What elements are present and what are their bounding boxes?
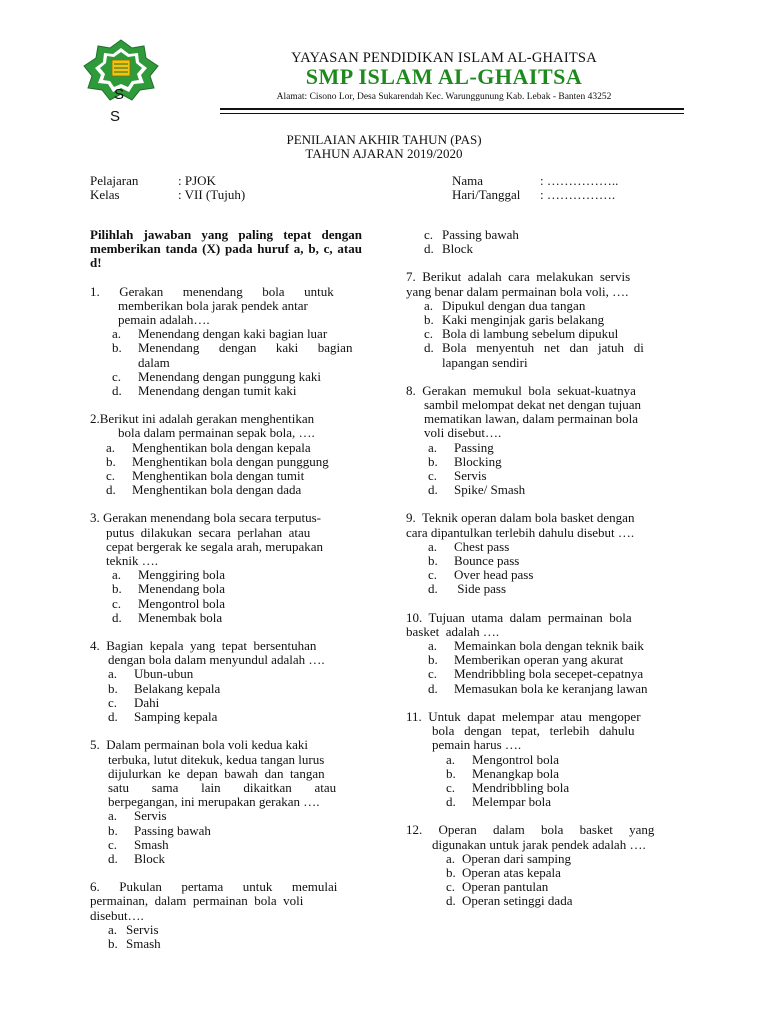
q1-option-d[interactable]: d. Menendang dengan tumit kaki [112,383,297,399]
question-5 [90,738,362,866]
q8-line4: voli disebut…. [424,425,502,441]
q10-option-c[interactable]: c. Mendribbling bola secepet-cepatnya [428,666,644,682]
q7-option-c[interactable]: c. Bola di lambung sebelum dipukul [424,326,619,342]
q4-option-c[interactable]: c. Dahi [108,694,160,710]
q12-line1: 12. Operan dalam bola basket yang [406,822,655,838]
q3-line2: putus dilakukan secara perlahan atau [106,524,311,540]
q5-line5: berpegangan, ini merupakan gerakan …. [108,794,320,810]
q2-option-c[interactable]: c. Menghentikan bola dengan tumit [106,468,305,484]
q10-option-b[interactable]: b. Memberikan operan yang akurat [428,652,624,668]
question-9 [406,511,678,596]
right-column [406,228,678,909]
q7-option-a[interactable]: a. Dipukul dengan dua tangan [424,297,586,313]
q3-line4: teknik …. [106,553,158,569]
q11-line2: bola dengan tepat, terlebih dahulu [432,723,635,739]
header-rule-thick [220,108,684,110]
q1-line1: 1. Gerakan menendang bola untuk [90,283,334,299]
q9-line2: cara dipantulkan terlebih dahulu disebut …. [406,524,635,540]
school-address: Alamat: Cisono Lor, Desa Sukarendah Kec. Warunggunung Kab. Lebak - Banten 43252 [276,92,612,102]
q2-line1: 2.Berikut ini adalah gerakan menghentikan [90,411,315,427]
foundation-name: YAYASAN PENDIDIKAN ISLAM AL-GHAITSA [291,50,597,66]
q7-option-b[interactable]: b. Kaki menginjak garis belakang [424,312,605,328]
q12-line2: digunakan untuk jarak pendek adalah …. [432,836,646,852]
question-12 [406,823,678,908]
q6-line1: 6. Pukulan pertama untuk memulai [90,879,338,895]
q12-option-b[interactable]: b. Operan atas kepala [446,864,561,880]
question-7 [406,270,678,369]
q1-line2: memberikan bola jarak pendek antar [118,297,308,313]
q9-option-d[interactable]: d. Side pass [428,581,506,597]
q4-option-d[interactable]: d. Samping kepala [108,709,218,725]
q8-option-d[interactable]: d. Spike/ Smash [428,482,526,498]
q4-option-b[interactable]: b. Belakang kepala [108,680,221,696]
class-value: : VII (Tujuh) [178,187,246,202]
academic-year: TAHUN AJARAN 2019/2020 [305,146,463,161]
q11-line1: 11. Untuk dapat melempar atau mengoper [406,708,641,724]
q9-option-c[interactable]: c. Over head pass [428,567,534,583]
q10-line1: 10. Tujuan utama dalam permainan bola [406,609,632,625]
q6-line2: permainan, dalam permainan bola voli [90,893,304,909]
question-3 [90,511,362,625]
q8-line2: sambil melompat dekat net dengan tujuan [424,397,641,413]
q5-option-b[interactable]: b. Passing bawah [108,822,211,838]
q4-line2: dengan bola dalam menyundul adalah …. [108,652,325,668]
q10-option-a[interactable]: a. Memainkan bola dengan teknik baik [428,638,644,654]
date-label: Hari/Tanggal [452,187,521,202]
instructions: Pilihlah jawaban yang paling tepat dengan memberikan tanda (X) pada huruf a, b, c, atau d! [90,227,362,271]
q3-option-b[interactable]: b. Menendang bola [112,581,226,597]
logo-letter-bottom: S [110,108,121,125]
subject-value: : PJOK [178,173,216,188]
q6-option-b[interactable]: b. Smash [108,935,161,951]
q6-option-c[interactable]: c. Passing bawah [424,227,519,242]
q10-option-d[interactable]: d. Memasukan bola ke keranjang lawan [428,680,648,696]
q8-option-c[interactable]: c. Servis [428,468,487,484]
q7-line2: yang benar dalam permainan bola voli, …. [406,283,629,299]
q4-option-a[interactable]: a. Ubun-ubun [108,666,194,682]
q11-option-b[interactable]: b. Menangkap bola [446,765,560,781]
question-4 [90,639,362,724]
q8-option-a[interactable]: a. Passing [428,439,494,455]
question-8 [406,384,678,498]
q1-option-b-cont: dalam [138,354,170,370]
logo-letter-top: S [114,86,125,103]
q4-line1: 4. Bagian kepala yang tepat bersentuhan [90,638,317,654]
q5-option-d[interactable]: d. Block [108,850,166,866]
question-6-continued [406,228,678,256]
q8-option-b[interactable]: b. Blocking [428,453,502,469]
question-11 [406,710,678,809]
question-6 [90,880,362,951]
q5-line1: 5. Dalam permainan bola voli kedua kaki [90,737,309,753]
name-value: : …………….. [540,173,619,188]
q11-option-c[interactable]: c. Mendribbling bola [446,779,570,795]
q1-line3: pemain adalah…. [118,312,210,328]
question-1 [90,285,362,399]
q12-option-a[interactable]: a. Operan dari samping [446,850,572,866]
q3-line3: cepat bergerak ke segala arah, merupakan [106,538,324,554]
q3-option-c[interactable]: c. Mengontrol bola [112,595,226,611]
q7-option-d-cont: lapangan sendiri [442,354,528,370]
exam-title: PENILAIAN AKHIR TAHUN (PAS) [286,132,482,147]
q11-option-d[interactable]: d. Melempar bola [446,794,552,810]
q10-line2: basket adalah …. [406,623,500,639]
left-column [90,228,362,951]
date-value: : ……………. [540,187,616,202]
q2-line2: bola dalam permainan sepak bola, …. [118,425,315,441]
q3-line1: 3. Gerakan menendang bola secara terputus- [90,510,322,526]
q8-line3: mematikan lawan, dalam permainan bola [424,411,639,427]
q7-line1: 7. Berikut adalah cara melakukan servis [406,269,631,285]
q11-line3: pemain harus …. [432,737,522,753]
q9-line1: 9. Teknik operan dalam bola basket dengan [406,510,635,526]
name-label: Nama [452,173,484,188]
school-name: SMP ISLAM AL-GHAITSA [305,64,583,89]
q7-option-d[interactable]: d. Bola menyentuh net dan jatuh di [424,340,644,356]
q12-option-c[interactable]: c. Operan pantulan [446,879,549,895]
q5-line4: satu sama lain dikaitkan atau [108,779,337,795]
q6-line3: disebut…. [90,907,144,923]
q1-option-a[interactable]: a. Menendang dengan kaki bagian luar [112,326,328,342]
q1-option-b[interactable]: b. Menendang dengan kaki bagian [112,340,353,356]
q6-option-d[interactable]: d. Block [424,241,474,257]
header-rule-thin [220,113,684,114]
q3-option-a[interactable]: a. Menggiring bola [112,567,226,583]
q5-line3: dijulurkan ke depan bawah dan tangan [108,765,325,781]
question-2 [90,412,362,497]
q2-option-d[interactable]: d. Menghentikan bola dengan dada [106,482,302,498]
q8-line1: 8. Gerakan memukul bola sekuat-kuatnya [406,382,636,398]
q9-option-a[interactable]: a. Chest pass [428,538,510,554]
q5-option-a[interactable]: a. Servis [108,808,167,824]
q2-option-a[interactable]: a. Menghentikan bola dengan kepala [106,439,311,455]
q9-option-b[interactable]: b. Bounce pass [428,553,520,569]
q3-option-d[interactable]: d. Menembak bola [112,609,223,625]
q11-option-a[interactable]: a. Mengontrol bola [446,751,560,767]
subject-label: Pelajaran [90,173,139,188]
q1-option-c[interactable]: c. Menendang dengan punggung kaki [112,368,322,384]
q12-option-d[interactable]: d. Operan setinggi dada [446,893,573,909]
q5-line2: terbuka, lutut ditekuk, kedua tangan lurus [108,751,325,767]
q6-option-a[interactable]: a. Servis [108,921,159,937]
school-logo [80,38,162,125]
q2-option-b[interactable]: b. Menghentikan bola dengan punggung [106,453,329,469]
question-10 [406,611,678,696]
class-label: Kelas [90,187,120,202]
q5-option-c[interactable]: c. Smash [108,836,169,852]
